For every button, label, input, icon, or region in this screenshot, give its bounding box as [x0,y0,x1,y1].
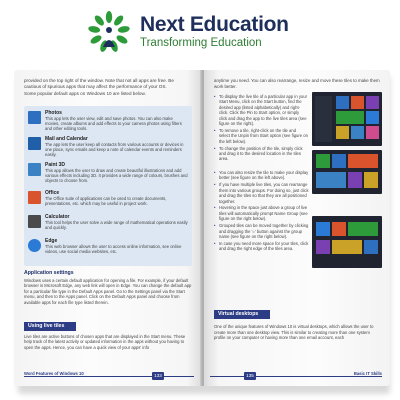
tile [348,172,362,188]
start-menu-screenshot-top [312,92,382,146]
virtual-desktops-heading: Virtual desktops [214,310,270,319]
app-name: Office [45,190,60,196]
left-footer [24,372,194,380]
tile [348,222,378,236]
tile [332,222,346,236]
apps-list-box [24,106,192,266]
app-name: Mail and Calendar [45,136,88,142]
app-description: This tool helps the user solve a wide range of mathematical operations easily and quickly. [45,220,188,230]
app-item-photos [28,110,188,132]
left-page-number: 133 [152,372,164,380]
right-page-number: 135 [244,372,256,380]
tile [366,126,379,139]
left-intro [24,78,192,97]
app-item-office [28,190,188,212]
office-icon [28,191,41,204]
app-item-mail-calendar [28,136,188,158]
tile [336,96,349,109]
start-menu-screenshot-middle [312,150,382,194]
tile [366,111,379,124]
live-tiles-text: Live tiles are active buttons of chosen apps that are displayed in the Start menu. These help track of the latest activity or updated information in the apps without you having to open the apps. Hence, you can have a quick view of your apps' info [24,334,186,350]
app-name: Photos [45,110,62,116]
tile [316,154,330,168]
footer-rule [24,376,194,377]
list-item: • If you have multiple live tiles, you can rearrange them into various groups. For doing so, just click and drag the tiles so that they are all positioned together. [214,182,310,204]
tile [316,240,330,254]
list-item: • In case you need more space for your tiles, click and drag the right edge of the tiles area. [214,241,310,252]
mail-icon [28,137,41,150]
app-settings-text: Windows uses a certain default application for opening a file. For example, if your default browser is Microsoft Edge, any web link will open in Edge. You can change the default app for a particular file type in the Default Apps panel. Go to the Settings panel via the Start menu, and then to the Apps panel. Click on the Default Apps panel and choose from available apps for each file type listed therein. [24,278,192,305]
brand-tagline: Transforming Education [140,37,262,50]
right-intro: anytime you need. You can also rearrange, resize and move these tiles to make them work better. [214,78,380,89]
left-footer-text: Word Features of Windows 10 [24,371,87,376]
calculator-icon [28,215,41,228]
tile [315,96,332,142]
tile [351,96,364,109]
tile [316,222,330,236]
tile [366,96,379,109]
tile [336,111,364,124]
open-book [14,70,394,390]
right-footer [210,372,382,380]
brand-logo [86,8,336,56]
tile [316,172,346,188]
app-name: Paint 3D [45,162,66,168]
virtual-desktops-text: One of the unique features of Windows 10 is virtual desktops, which allows the user to create more than one desktop view. This is similar to creating more than one system profile on your computer or having more than one email account, each [214,324,374,341]
tile [348,154,378,168]
app-name: Calculator [45,214,70,220]
app-settings-heading: Application settings [24,270,74,276]
edge-icon [28,239,41,252]
list-item: • You can also resize the tile to make your display better (see figure on the left above). [214,170,310,181]
list-item: • To display the live tile of a particular app in your Start Menu, click on the Start button, find the desired app (listed alphabetically) and right-click. Click the Pin to Start option, or simply click and drag the app to the live tiles area (see figure on the right). [214,94,308,126]
list-item: • To change the position of the tile, simply click and drag it to the desired location in the tiles area. [214,146,308,162]
tile [332,154,346,168]
left-intro-line: provided on the top right of the window. Note that not all apps are free. Be [24,78,174,83]
tile [351,126,364,139]
app-name: Edge [45,238,58,244]
app-description: The Office suite of applications can be used to create documents, presentations, etc. which may be useful in project work. [45,196,167,206]
brand-text [140,14,289,50]
app-description: This app allows the user to draw and create beautiful illustrations and add various effects including 3D. It provides a wide range of colours, brushes and objects to choose from. [45,168,188,183]
app-item-paint-3d [28,162,188,184]
app-item-calculator [28,214,188,236]
footer-rule [210,376,382,377]
tile [336,126,349,139]
app-description: The app lets the user keep all contacts from various accounts or devices in one place, sync emails and keep a note of calendar events and reminders easily. [45,142,184,157]
left-intro-line: cautious of spurious apps that may affect the performance of your OS. [24,84,167,89]
left-intro-line: Some popular default apps on Windows 10 are listed below. [24,91,146,96]
right-page [204,70,390,386]
list-item: • To remove a tile, right-click on the tile and select the Unpin from Start option (see figure on the left below). [214,128,308,144]
app-item-edge [28,238,188,260]
tile [332,240,362,254]
left-page [14,70,202,386]
app-description: This app lets the user view, edit and save photos. You can also make movies, create albums and add effects to your camera photos using filters and other editing tools. [45,116,182,131]
app-description: This web browser allows the user to access online information, see online videos, use social media websites, etc. [45,244,182,254]
live-tiles-heading: Using live tiles [24,322,76,331]
photos-icon [28,111,41,124]
right-footer-text: Basic IT Skills [351,371,382,376]
start-menu-screenshot-bottom [312,216,382,268]
paint-3d-icon [28,163,41,176]
brand-name: Next Education [140,13,289,37]
tile-instructions-list [214,94,308,163]
leaf-people-logo-icon [86,9,132,55]
list-item: • Hovering in the space just above a group of live tiles will automatically prompt Name Group (see figure on the right below). [214,205,310,221]
tile [364,172,378,188]
list-item: • Grouped tiles can be moved together by clicking and dragging the '=' button against the group name (see figure on the right below). [214,223,310,239]
tile [364,240,378,254]
